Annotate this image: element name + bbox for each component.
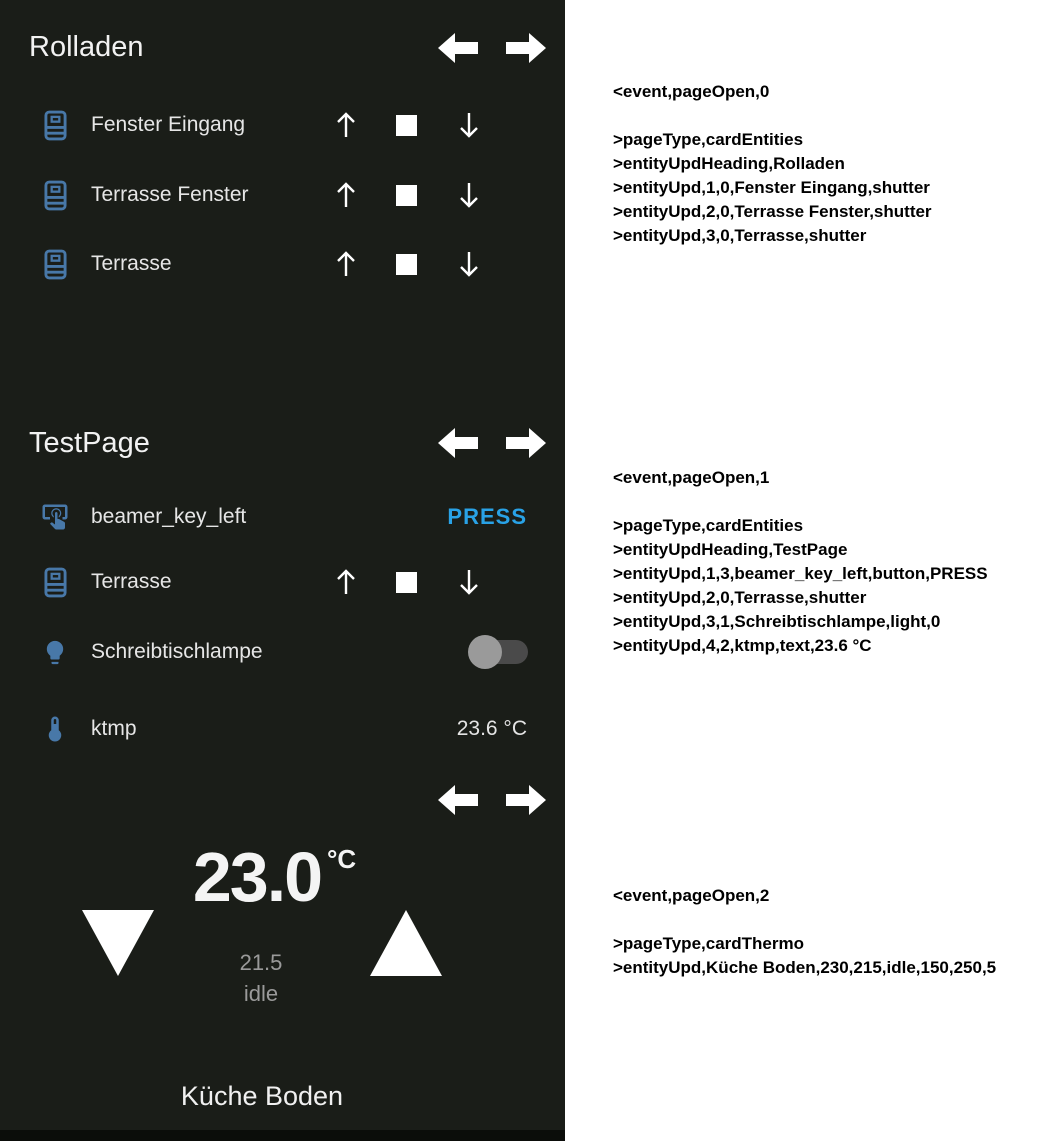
log-event-line: <event,pageOpen,2 <box>613 886 770 905</box>
entity-label: beamer_key_left <box>91 505 247 528</box>
card-thermo-kueche-boden <box>0 770 565 1141</box>
press-button[interactable]: PRESS <box>447 504 527 529</box>
page-title: TestPage <box>29 427 150 459</box>
log-event-line: <event,pageOpen,0 <box>613 82 770 101</box>
shutter-up-button[interactable] <box>333 107 359 143</box>
shutter-stop-button[interactable] <box>393 177 419 213</box>
window-shutter-icon <box>38 560 72 604</box>
thermometer-icon <box>38 707 72 751</box>
log-line: >entityUpd,3,0,Terrasse,shutter <box>613 226 867 245</box>
prev-page-icon[interactable] <box>438 426 478 460</box>
protocol-log-block <box>613 884 1043 980</box>
shutter-up-button[interactable] <box>333 564 359 600</box>
shutter-stop-button[interactable] <box>393 107 419 143</box>
protocol-log-block <box>613 80 1043 248</box>
window-shutter-icon <box>38 103 72 147</box>
log-line: >entityUpd,1,0,Fenster Eingang,shutter <box>613 178 930 197</box>
entity-row <box>0 495 565 539</box>
entity-label: Terrasse Fenster <box>91 183 249 206</box>
toggle-knob <box>468 635 502 669</box>
next-page-icon[interactable] <box>506 426 546 460</box>
log-line: >entityUpdHeading,TestPage <box>613 540 848 559</box>
shutter-stop-button[interactable] <box>393 564 419 600</box>
next-page-icon[interactable] <box>506 31 546 65</box>
entity-label: Schreibtischlampe <box>91 640 263 663</box>
thermostat-status: idle <box>243 981 279 1006</box>
entity-label: ktmp <box>91 717 137 740</box>
shutter-down-button[interactable] <box>456 107 482 143</box>
entity-row <box>0 560 565 604</box>
entity-row <box>0 242 565 286</box>
entity-row <box>0 630 565 674</box>
light-toggle-switch[interactable] <box>468 634 528 670</box>
log-line: >entityUpd,Küche Boden,230,215,idle,150,250,5 <box>613 958 997 977</box>
card-entities-testpage <box>0 356 565 770</box>
entity-label: Terrasse <box>91 252 172 275</box>
log-line: >entityUpdHeading,Rolladen <box>613 154 845 173</box>
log-line: >pageType,cardEntities <box>613 516 804 535</box>
next-page-icon[interactable] <box>506 783 546 817</box>
lightbulb-icon <box>38 630 72 674</box>
thermostat-title: Küche Boden <box>180 1081 344 1111</box>
log-line: >pageType,cardEntities <box>613 130 804 149</box>
entity-row <box>0 103 565 147</box>
window-shutter-icon <box>38 242 72 286</box>
shutter-up-button[interactable] <box>333 246 359 282</box>
log-line: >entityUpd,1,3,beamer_key_left,button,PRESS <box>613 564 988 583</box>
log-line: >entityUpd,2,0,Terrasse Fenster,shutter <box>613 202 932 221</box>
gesture-tap-button-icon <box>38 495 72 539</box>
log-event-line: <event,pageOpen,1 <box>613 468 770 487</box>
shutter-stop-button[interactable] <box>393 246 419 282</box>
log-line: >entityUpd,4,2,ktmp,text,23.6 °C <box>613 636 872 655</box>
screen-bottom-bezel <box>0 1130 565 1141</box>
log-line: >entityUpd,3,1,Schreibtischlampe,light,0 <box>613 612 941 631</box>
entity-row <box>0 173 565 217</box>
prev-page-icon[interactable] <box>438 783 478 817</box>
shutter-down-button[interactable] <box>456 177 482 213</box>
protocol-log-block <box>613 466 1043 658</box>
entity-row <box>0 707 565 751</box>
target-temperature: 21.5 <box>239 950 283 975</box>
page-title: Rolladen <box>29 31 144 63</box>
card-entities-rolladen <box>0 0 565 356</box>
entity-label: Fenster Eingang <box>91 113 246 136</box>
log-line: >entityUpd,2,0,Terrasse,shutter <box>613 588 867 607</box>
log-line: >pageType,cardThermo <box>613 934 804 953</box>
prev-page-icon[interactable] <box>438 31 478 65</box>
temperature-unit: °C <box>327 844 357 874</box>
entity-label: Terrasse <box>91 570 172 593</box>
shutter-down-button[interactable] <box>456 246 482 282</box>
window-shutter-icon <box>38 173 72 217</box>
sensor-value: 23.6 °C <box>456 717 527 740</box>
current-temperature: 23.0 <box>192 838 322 916</box>
shutter-up-button[interactable] <box>333 177 359 213</box>
shutter-down-button[interactable] <box>456 564 482 600</box>
